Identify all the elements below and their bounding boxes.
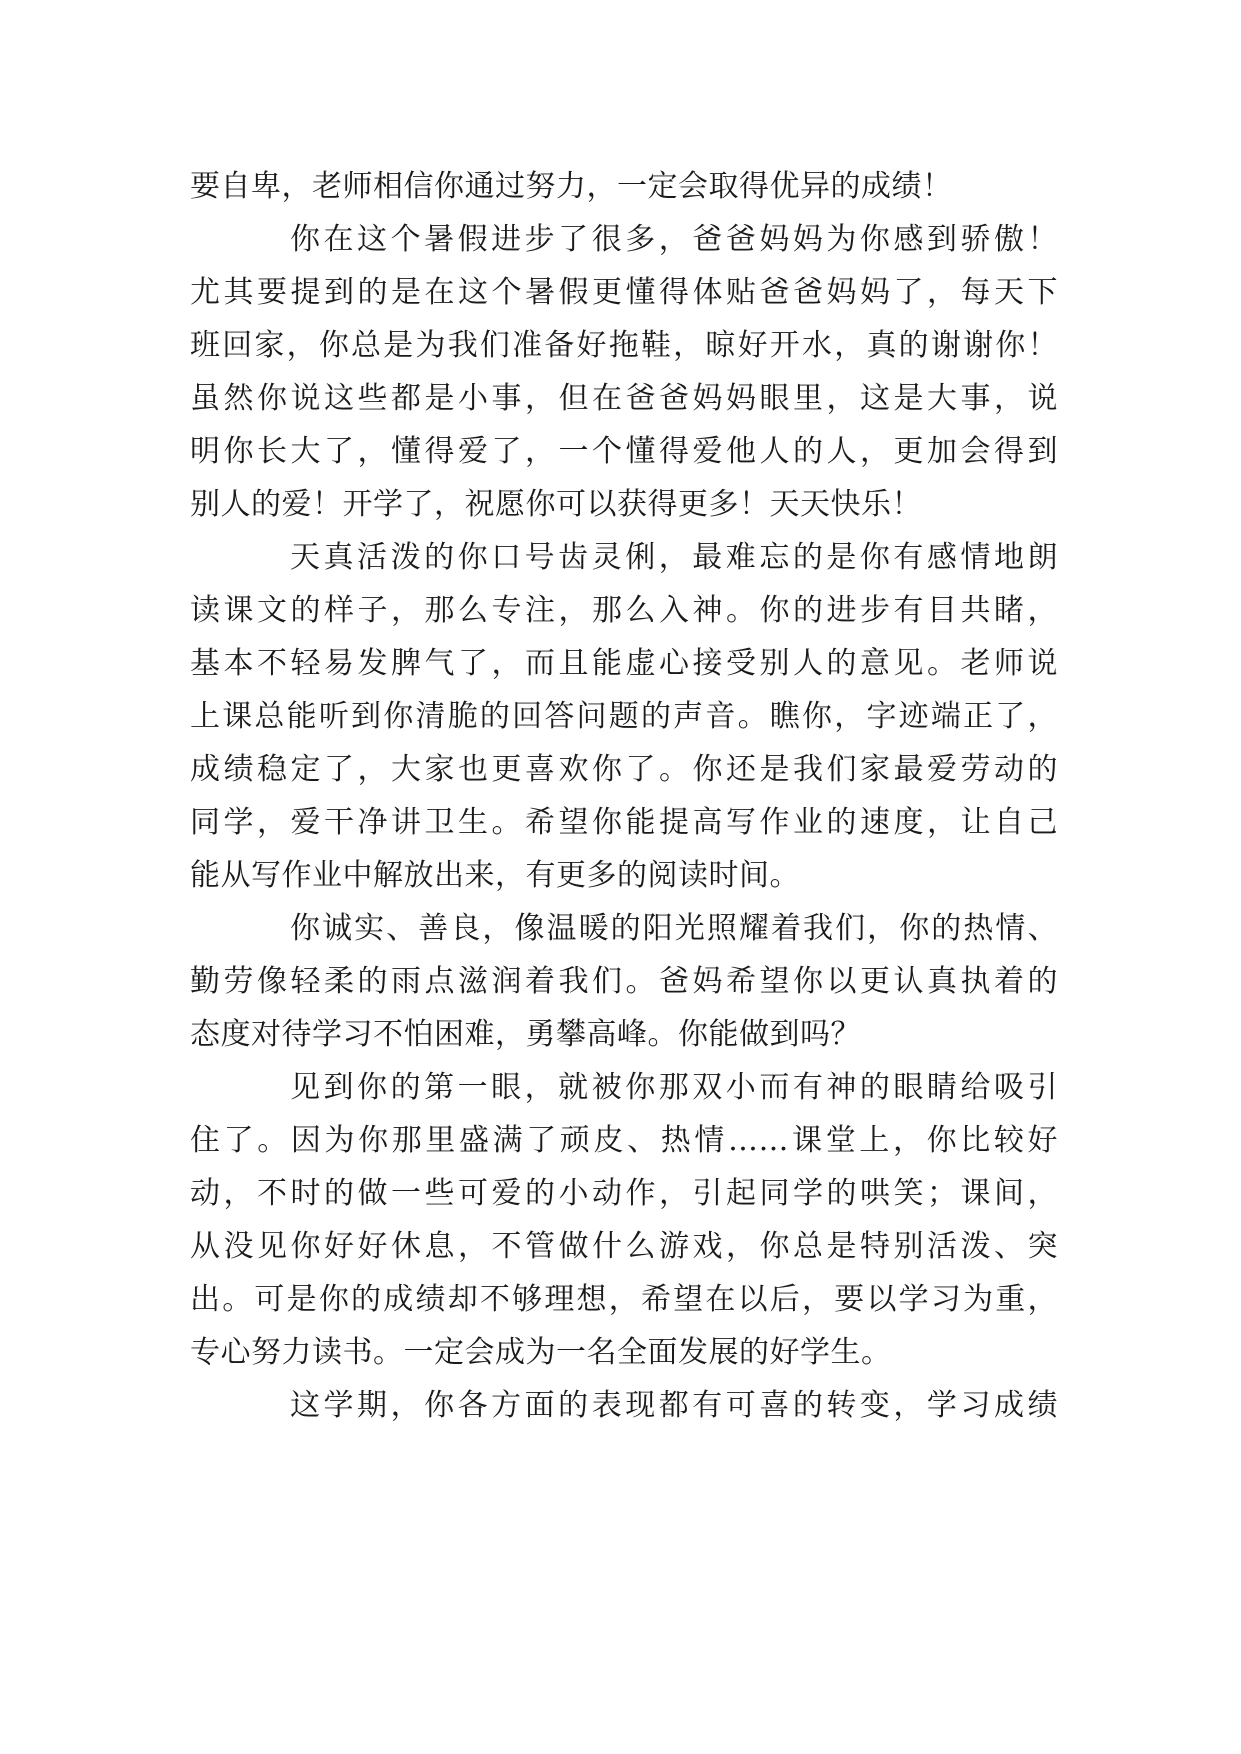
text-line: 你诚实、善良，像温暖的阳光照耀着我们，你的热情、: [290, 911, 1058, 946]
text-line: 虽然你说这些都是小事，但在爸爸妈妈眼里，这是大事，说: [190, 381, 1058, 416]
text-line: 基本不轻易发脾气了，而且能虚心接受别人的意见。老师说: [190, 646, 1058, 681]
text-line: 别人的爱！开学了，祝愿你可以获得更多！天天快乐！: [190, 487, 922, 522]
text-line: 见到你的第一眼，就被你那双小而有神的眼睛给吸引: [290, 1070, 1058, 1105]
text-line: 出。可是你的成绩却不够理想，希望在以后，要以学习为重，: [190, 1282, 1058, 1317]
text-line: 勤劳像轻柔的雨点滋润着我们。爸妈希望你以更认真执着的: [190, 964, 1058, 999]
paragraph-1-continuation: [190, 160, 1058, 213]
text-line: 态度对待学习不怕困难，勇攀高峰。你能做到吗？: [190, 1017, 861, 1052]
paragraph-2: [190, 213, 1058, 531]
document-body: [190, 160, 1058, 1432]
paragraph-6: [190, 1379, 1058, 1432]
text-line: 同学，爱干净讲卫生。希望你能提高写作业的速度，让自己: [190, 805, 1058, 840]
text-line: 明你长大了，懂得爱了，一个懂得爱他人的人，更加会得到: [190, 434, 1058, 469]
paragraph-5: [190, 1061, 1058, 1379]
text-line: 这学期，你各方面的表现都有可喜的转变，学习成绩: [290, 1388, 1058, 1423]
text-line: 从没见你好好休息，不管做什么游戏，你总是特别活泼、突: [190, 1229, 1058, 1264]
text-line: 上课总能听到你清脆的回答问题的声音。瞧你，字迹端正了，: [190, 699, 1058, 734]
text-line: 班回家，你总是为我们准备好拖鞋，晾好开水，真的谢谢你！: [190, 328, 1058, 363]
text-line: 尤其要提到的是在这个暑假更懂得体贴爸爸妈妈了，每天下: [190, 275, 1058, 310]
text-line: 能从写作业中解放出来，有更多的阅读时间。: [190, 858, 800, 893]
text-line: 动，不时的做一些可爱的小动作，引起同学的哄笑；课间，: [190, 1176, 1058, 1211]
text-line: 读课文的样子，那么专注，那么入神。你的进步有目共睹，: [190, 593, 1058, 628]
text-line: 住了。因为你那里盛满了顽皮、热情……课堂上，你比较好: [190, 1123, 1058, 1158]
text-line: 专心努力读书。一定会成为一名全面发展的好学生。: [190, 1335, 892, 1370]
paragraph-3: [190, 531, 1058, 902]
text-line: 成绩稳定了，大家也更喜欢你了。你还是我们家最爱劳动的: [190, 752, 1058, 787]
paragraph-4: [190, 902, 1058, 1061]
text-line: 要自卑，老师相信你通过努力，一定会取得优异的成绩！: [190, 169, 953, 204]
text-line: 天真活泼的你口号齿灵俐，最难忘的是你有感情地朗: [290, 540, 1058, 575]
text-line: 你在这个暑假进步了很多，爸爸妈妈为你感到骄傲！: [290, 222, 1058, 257]
